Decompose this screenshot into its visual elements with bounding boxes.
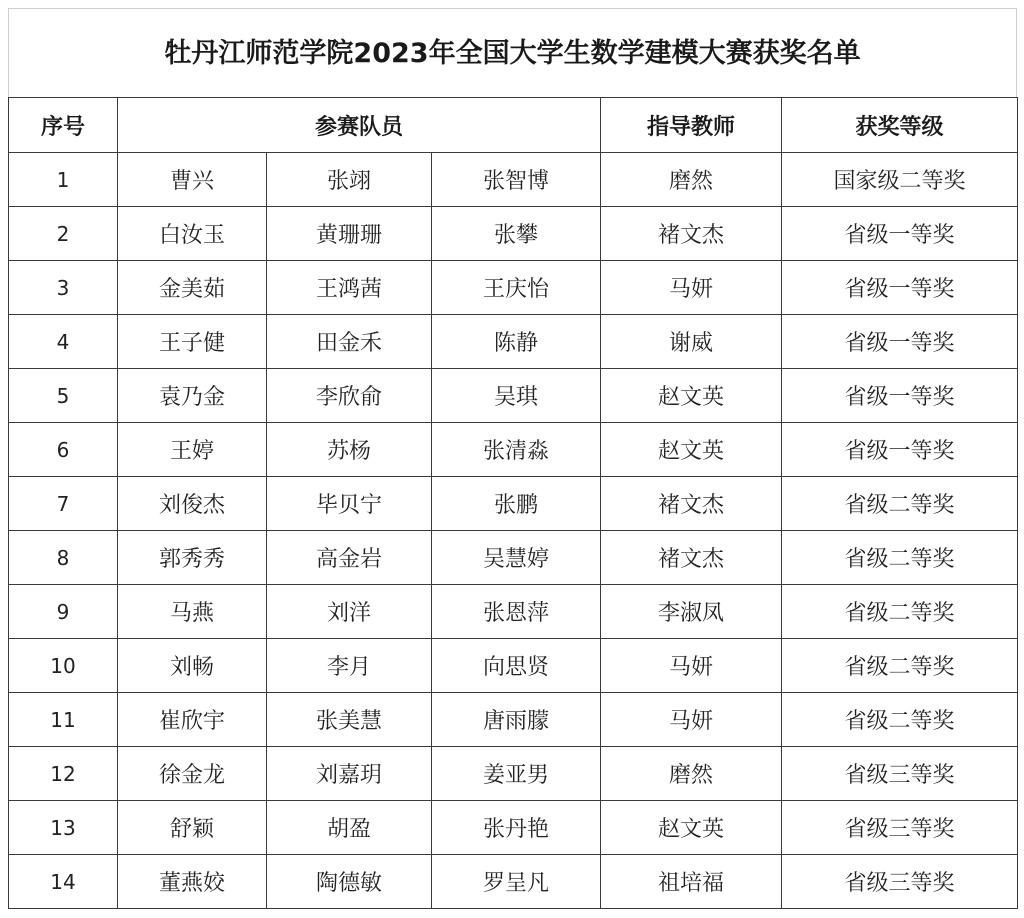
- advisor-name: 磨然: [601, 747, 782, 801]
- team-member: 田金禾: [267, 315, 432, 369]
- team-member: 金美茹: [118, 261, 267, 315]
- row-index: 7: [9, 477, 118, 531]
- team-member: 李月: [267, 639, 432, 693]
- row-index: 4: [9, 315, 118, 369]
- team-member: 王庆怡: [432, 261, 601, 315]
- table-row: [9, 855, 1018, 909]
- team-member: 罗呈凡: [432, 855, 601, 909]
- team-member: 马燕: [118, 585, 267, 639]
- award-level: 省级一等奖: [782, 261, 1018, 315]
- team-member: 陈静: [432, 315, 601, 369]
- header-advisor: 指导教师: [601, 98, 782, 153]
- team-member: 刘洋: [267, 585, 432, 639]
- row-index: 11: [9, 693, 118, 747]
- team-member: 崔欣宇: [118, 693, 267, 747]
- table-row: [9, 639, 1018, 693]
- team-member: 张清淼: [432, 423, 601, 477]
- row-index: 13: [9, 801, 118, 855]
- team-member: 吴慧婷: [432, 531, 601, 585]
- team-member: 张美慧: [267, 693, 432, 747]
- team-member: 王婷: [118, 423, 267, 477]
- table-row: [9, 369, 1018, 423]
- team-member: 董燕姣: [118, 855, 267, 909]
- advisor-name: 褚文杰: [601, 207, 782, 261]
- advisor-name: 褚文杰: [601, 477, 782, 531]
- row-index: 14: [9, 855, 118, 909]
- team-member: 舒颖: [118, 801, 267, 855]
- row-index: 2: [9, 207, 118, 261]
- team-member: 刘嘉玥: [267, 747, 432, 801]
- table-row: [9, 207, 1018, 261]
- table-row: [9, 693, 1018, 747]
- team-member: 张恩萍: [432, 585, 601, 639]
- table-body: [9, 153, 1018, 909]
- header-award: 获奖等级: [782, 98, 1018, 153]
- advisor-name: 马妍: [601, 693, 782, 747]
- table-row: [9, 747, 1018, 801]
- advisor-name: 马妍: [601, 261, 782, 315]
- advisor-name: 赵文英: [601, 423, 782, 477]
- row-index: 1: [9, 153, 118, 207]
- team-member: 李欣俞: [267, 369, 432, 423]
- team-member: 黄珊珊: [267, 207, 432, 261]
- team-member: 张攀: [432, 207, 601, 261]
- row-index: 3: [9, 261, 118, 315]
- award-level: 省级三等奖: [782, 855, 1018, 909]
- team-member: 姜亚男: [432, 747, 601, 801]
- team-member: 张丹艳: [432, 801, 601, 855]
- team-member: 吴琪: [432, 369, 601, 423]
- advisor-name: 磨然: [601, 153, 782, 207]
- title-box: [8, 8, 1017, 97]
- table-row: [9, 531, 1018, 585]
- award-level: 省级二等奖: [782, 585, 1018, 639]
- award-level: 国家级二等奖: [782, 153, 1018, 207]
- header-row: [9, 98, 1018, 153]
- award-level: 省级一等奖: [782, 207, 1018, 261]
- team-member: 刘畅: [118, 639, 267, 693]
- team-member: 徐金龙: [118, 747, 267, 801]
- advisor-name: 李淑凤: [601, 585, 782, 639]
- team-member: 郭秀秀: [118, 531, 267, 585]
- team-member: 唐雨朦: [432, 693, 601, 747]
- team-member: 刘俊杰: [118, 477, 267, 531]
- award-level: 省级二等奖: [782, 477, 1018, 531]
- table-row: [9, 423, 1018, 477]
- award-level: 省级一等奖: [782, 423, 1018, 477]
- award-table: [8, 97, 1018, 909]
- award-level: 省级二等奖: [782, 693, 1018, 747]
- team-member: 袁乃金: [118, 369, 267, 423]
- row-index: 10: [9, 639, 118, 693]
- table-row: [9, 585, 1018, 639]
- document-title: 牡丹江师范学院2023年全国大学生数学建模大赛获奖名单: [164, 37, 861, 69]
- team-member: 毕贝宁: [267, 477, 432, 531]
- award-level: 省级三等奖: [782, 801, 1018, 855]
- row-index: 9: [9, 585, 118, 639]
- table-row: [9, 801, 1018, 855]
- advisor-name: 赵文英: [601, 369, 782, 423]
- row-index: 8: [9, 531, 118, 585]
- advisor-name: 马妍: [601, 639, 782, 693]
- header-index: 序号: [9, 98, 118, 153]
- advisor-name: 谢威: [601, 315, 782, 369]
- table-row: [9, 477, 1018, 531]
- team-member: 白汝玉: [118, 207, 267, 261]
- table-row: [9, 315, 1018, 369]
- award-level: 省级二等奖: [782, 531, 1018, 585]
- team-member: 高金岩: [267, 531, 432, 585]
- award-level: 省级三等奖: [782, 747, 1018, 801]
- team-member: 陶德敏: [267, 855, 432, 909]
- team-member: 曹兴: [118, 153, 267, 207]
- team-member: 张鹏: [432, 477, 601, 531]
- team-member: 王鸿茜: [267, 261, 432, 315]
- team-member: 张智博: [432, 153, 601, 207]
- team-member: 胡盈: [267, 801, 432, 855]
- team-member: 王子健: [118, 315, 267, 369]
- advisor-name: 褚文杰: [601, 531, 782, 585]
- team-member: 向思贤: [432, 639, 601, 693]
- award-level: 省级一等奖: [782, 369, 1018, 423]
- advisor-name: 祖培福: [601, 855, 782, 909]
- advisor-name: 赵文英: [601, 801, 782, 855]
- award-level: 省级二等奖: [782, 639, 1018, 693]
- table-row: [9, 261, 1018, 315]
- table-row: [9, 153, 1018, 207]
- award-level: 省级一等奖: [782, 315, 1018, 369]
- row-index: 12: [9, 747, 118, 801]
- team-member: 张翊: [267, 153, 432, 207]
- header-members: 参赛队员: [118, 98, 601, 153]
- row-index: 6: [9, 423, 118, 477]
- row-index: 5: [9, 369, 118, 423]
- team-member: 苏杨: [267, 423, 432, 477]
